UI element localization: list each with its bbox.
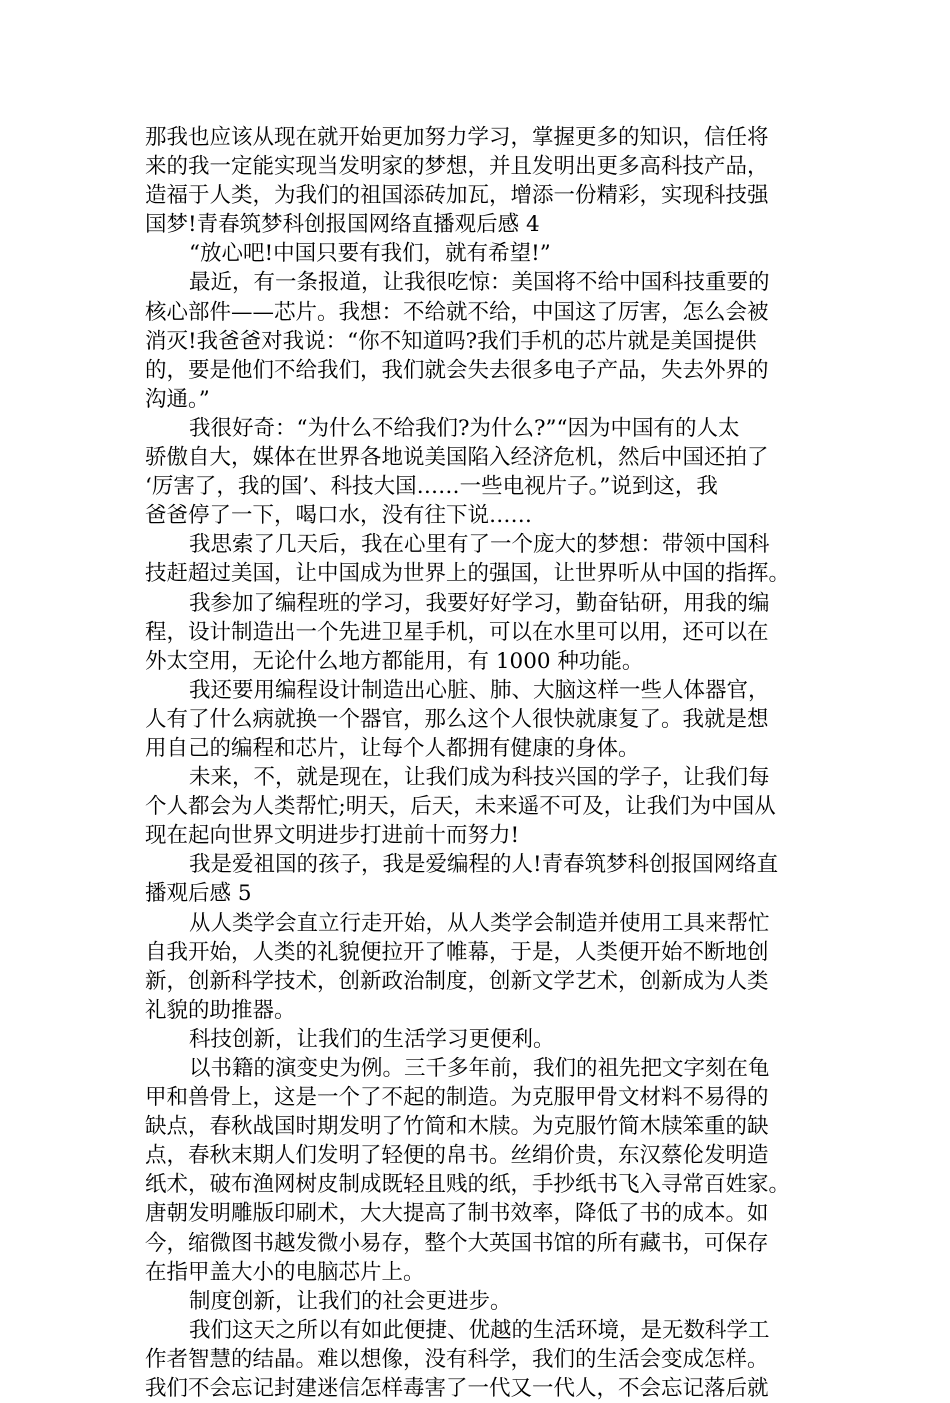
text-line: 爸爸停了一下，喝口水，没有往下说…… (145, 503, 533, 529)
text-line: 点，春秋末期人们发明了轻便的帛书。丝绢价贵，东汉蔡伦发明造 (145, 1143, 769, 1169)
paragraph-first-line: 未来，不，就是现在，让我们成为科技兴国的学子，让我们每 (189, 765, 770, 791)
paragraph-first-line: 从人类学会直立行走开始，从人类学会制造并使用工具来帮忙 (189, 910, 770, 936)
paragraph-first-line: 我还要用编程设计制造出心脏、肺、大脑这样一些人体器官， (189, 677, 770, 703)
text-line: 自我开始，人类的礼貌便拉开了帷幕，于是，人类便开始不断地创 (145, 939, 769, 965)
text-line: 我们不会忘记封建迷信怎样毒害了一代又一代人，不会忘记落后就 (145, 1376, 769, 1402)
text-line: 沟通。” (145, 386, 210, 412)
text-line: 那我也应该从现在就开始更加努力学习，掌握更多的知识，信任将 (145, 125, 769, 150)
text-line: 消灭!我爸爸对我说：“你不知道吗?我们手机的芯片就是美国提供 (145, 328, 757, 354)
document-body (145, 123, 815, 1403)
text-line: 来的我一定能实现当发明家的梦想，并且发明出更多高科技产品， (145, 154, 769, 180)
text-line: 作者智慧的结晶。难以想像，没有科学，我们的生活会变成怎样。 (145, 1346, 769, 1372)
text-line: 用自己的编程和芯片，让每个人都拥有健康的身体。 (145, 735, 640, 761)
paragraph-first-line: 我思索了几天后，我在心里有了一个庞大的梦想：带领中国科 (189, 532, 770, 558)
paragraph-first-line: 我很好奇：“为什么不给我们?为什么?”“因为中国有的人太 (189, 415, 740, 441)
text-line: 个人都会为人类帮忙;明天，后天，未来遥不可及，让我们为中国从 (145, 794, 776, 820)
text-line: ‘厉害了，我的国’、科技大国……一些电视片子。”说到这，我 (145, 474, 718, 500)
text-line: 国梦!青春筑梦科创报国网络直播观后感 4 (145, 212, 540, 238)
text-line: 在指甲盖大小的电脑芯片上。 (145, 1259, 425, 1285)
paragraph-first-line: 制度创新，让我们的社会更进步。 (189, 1288, 512, 1314)
text-line: 核心部件——芯片。我想：不给就不给，中国这了厉害，怎么会被 (145, 299, 769, 325)
text-line: 技赶超过美国，让中国成为世界上的强国，让世界听从中国的指挥。 (145, 561, 791, 587)
text-line: 新，创新科学技术，创新政治制度，创新文学艺术，创新成为人类 (145, 968, 769, 994)
text-line: 今，缩微图书越发微小易存，整个大英国书馆的所有藏书，可保存 (145, 1230, 769, 1256)
text-line: 甲和兽骨上，这是一个了不起的制造。为克服甲骨文材料不易得的 (145, 1085, 769, 1111)
paragraph-first-line: 科技创新，让我们的生活学习更便利。 (189, 1026, 555, 1052)
text-line: 的，要是他们不给我们，我们就会失去很多电子产品，失去外界的 (145, 357, 769, 383)
text-line: 礼貌的助推器。 (145, 997, 296, 1023)
text-line: 骄傲自大，媒体在世界各地说美国陷入经济危机，然后中国还拍了 (145, 445, 769, 471)
text-line: 纸术，破布渔网树皮制成既轻且贱的纸，手抄纸书飞入寻常百姓家。 (145, 1172, 791, 1198)
text-line: 程，设计制造出一个先进卫星手机，可以在水里可以用，还可以在 (145, 619, 769, 645)
text-line: 缺点，春秋战国时期发明了竹简和木牍。为克服竹简木牍笨重的缺 (145, 1114, 769, 1140)
paragraph-first-line: 我是爱祖国的孩子，我是爱编程的人!青春筑梦科创报国网络直 (189, 852, 779, 878)
text-line: 造福于人类，为我们的祖国添砖加瓦，增添一份精彩，实现科技强 (145, 183, 769, 209)
paragraph-first-line: 我参加了编程班的学习，我要好好学习，勤奋钻研，用我的编 (189, 590, 770, 616)
text-line: 现在起向世界文明进步打进前十而努力! (145, 823, 520, 849)
text-line: 唐朝发明雕版印刷术，大大提高了制书效率，降低了书的成本。如 (145, 1201, 769, 1227)
text-line: 人有了什么病就换一个器官，那么这个人很快就康复了。我就是想 (145, 706, 769, 732)
paragraph-first-line: 最近，有一条报道，让我很吃惊：美国将不给中国科技重要的 (189, 270, 770, 296)
paragraph-first-line: 以书籍的演变史为例。三千多年前，我们的祖先把文字刻在龟 (189, 1056, 770, 1081)
paragraph-first-line: 我们这天之所以有如此便捷、优越的生活环境，是无数科学工 (189, 1317, 770, 1343)
text-line: 播观后感 5 (145, 881, 252, 907)
text-line: 外太空用，无论什么地方都能用，有 1000 种功能。 (145, 648, 644, 674)
paragraph-first-line: “放心吧!中国只要有我们，就有希望!” (189, 241, 551, 267)
